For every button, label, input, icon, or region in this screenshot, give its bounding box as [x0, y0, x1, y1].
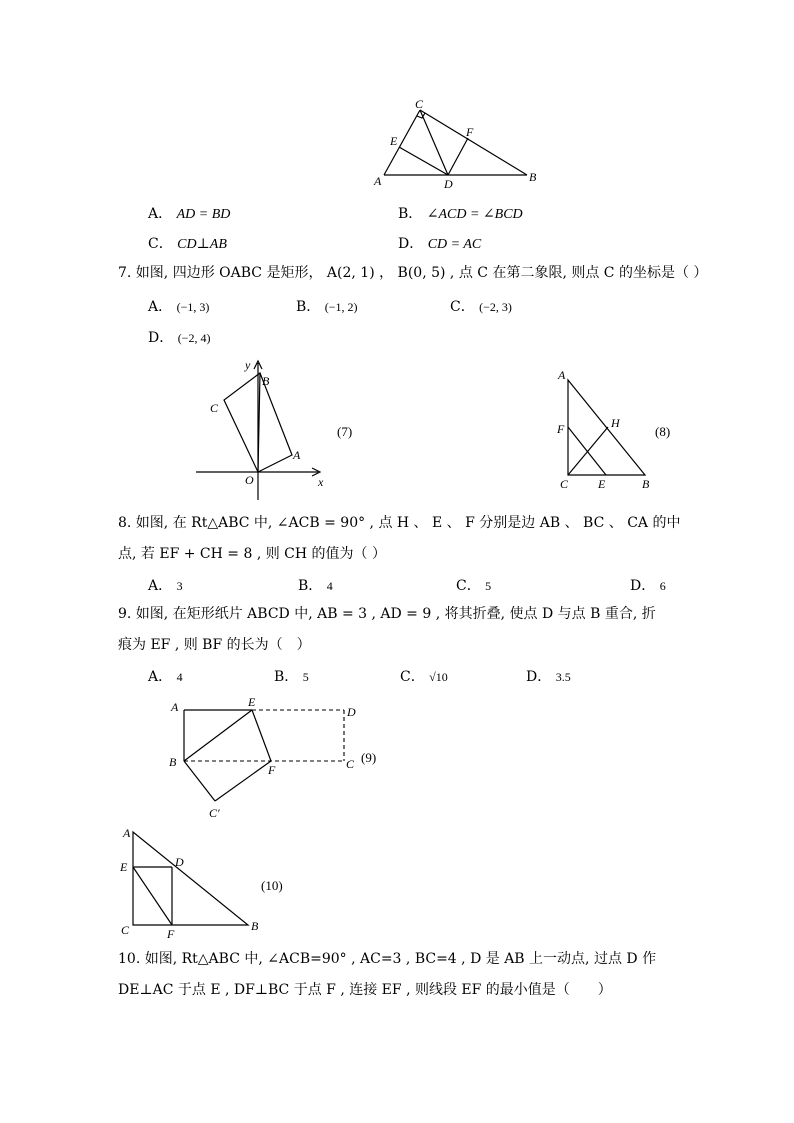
q6-option-c[interactable]: C． CD⊥AB — [148, 236, 227, 252]
fig9-label-f: F — [268, 763, 276, 777]
figure-q8 — [553, 365, 683, 495]
fig9-label-b: B — [169, 755, 177, 769]
fig7-label-o: O — [245, 473, 254, 487]
q7-option-d[interactable]: D． (−2, 4) — [148, 330, 211, 346]
q7-option-c[interactable]: C． (−2, 3) — [450, 299, 512, 315]
fig9-label-d: D — [347, 705, 356, 719]
fig8-label-f: F — [557, 422, 565, 436]
fig6-label-b: B — [529, 170, 537, 184]
q8-option-d[interactable]: D． 6 — [630, 578, 666, 594]
q7-option-a[interactable]: A． (−1, 3) — [148, 299, 210, 315]
fig8-label-c: C — [560, 477, 569, 491]
q9-option-b[interactable]: B． 5 — [274, 669, 309, 685]
fig10-label-f: F — [167, 927, 175, 941]
fig6-label-f: F — [466, 125, 474, 139]
q8-option-b[interactable]: B． 4 — [298, 578, 333, 594]
fig7-label-a: A — [293, 448, 301, 462]
q10-stem-line1: 10. 如图, Rt△ABC 中, ∠ACB=90° , AC=3 , BC=4 , D 是 AB 上一动点, 过点 D 作 — [118, 951, 657, 967]
fig9-label-e: E — [248, 695, 256, 709]
fig6-label-d: D — [444, 177, 453, 191]
q10-stem-line2: DE⊥AC 于点 E , DF⊥BC 于点 F , 连接 EF , 则线段 EF 的最小值是（ ） — [118, 982, 612, 998]
q9-option-a[interactable]: A． 4 — [148, 669, 183, 685]
figure-q9 — [165, 693, 395, 823]
fig10-label-e: E — [120, 860, 128, 874]
q8-stem-line2: 点, 若 EF + CH = 8 , 则 CH 的值为（ ） — [118, 546, 386, 562]
q9-stem-line2: 痕为 EF , 则 BF 的长为（ ） — [118, 637, 311, 653]
q8-option-a[interactable]: A． 3 — [148, 578, 183, 594]
fig8-label-h: H — [611, 416, 620, 430]
figure-q6 — [370, 95, 550, 195]
fig9-caption: (9) — [361, 750, 377, 765]
fig8-label-e: E — [598, 477, 606, 491]
fig9-label-c-prime: C′ — [209, 806, 220, 820]
q8-stem-line1: 8. 如图, 在 Rt△ABC 中, ∠ACB = 90° , 点 H 、 E 、 F 分别是边 AB 、 BC 、 CA 的中 — [118, 515, 681, 531]
fig8-caption: (8) — [655, 424, 671, 439]
q9-option-d[interactable]: D． 3.5 — [526, 669, 571, 685]
fig9-label-a: A — [171, 700, 179, 714]
fig7-label-x: x — [318, 475, 324, 489]
fig7-label-c: C — [210, 401, 219, 415]
q8-option-c[interactable]: C． 5 — [456, 578, 492, 594]
figure-q7 — [190, 355, 370, 505]
fig10-label-c: C — [121, 923, 130, 937]
fig8-label-a: A — [558, 368, 566, 382]
q6-option-a[interactable]: A． AD = BD — [148, 206, 231, 222]
q6-option-b[interactable]: B． ∠ACD = ∠BCD — [398, 206, 523, 222]
fig6-label-e: E — [390, 134, 398, 148]
fig10-label-d: D — [175, 855, 184, 869]
q7-option-b[interactable]: B． (−1, 2) — [296, 299, 358, 315]
fig8-label-b: B — [642, 477, 650, 491]
fig10-caption: (10) — [261, 878, 283, 893]
fig9-label-c: C — [346, 757, 355, 771]
q7-stem: 7. 如图, 四边形 OABC 是矩形， A(2, 1) ， B(0, 5) , 点 C 在第二象限, 则点 C 的坐标是（ ） — [118, 265, 708, 281]
q9-option-c[interactable]: C． √10 — [400, 669, 448, 685]
fig6-label-a: A — [374, 174, 382, 188]
fig7-label-y: y — [245, 358, 251, 372]
fig10-label-a: A — [123, 826, 131, 840]
fig10-label-b: B — [251, 919, 259, 933]
fig6-label-c: C — [415, 97, 424, 111]
fig7-label-b: B — [262, 374, 270, 388]
fig7-caption: (7) — [337, 424, 353, 439]
q6-option-d[interactable]: D． CD = AC — [398, 236, 482, 252]
figure-q10 — [115, 822, 300, 942]
q9-stem-line1: 9. 如图, 在矩形纸片 ABCD 中, AB = 3 , AD = 9 , 将其折叠, 使点 D 与点 B 重合, 折 — [118, 606, 656, 622]
